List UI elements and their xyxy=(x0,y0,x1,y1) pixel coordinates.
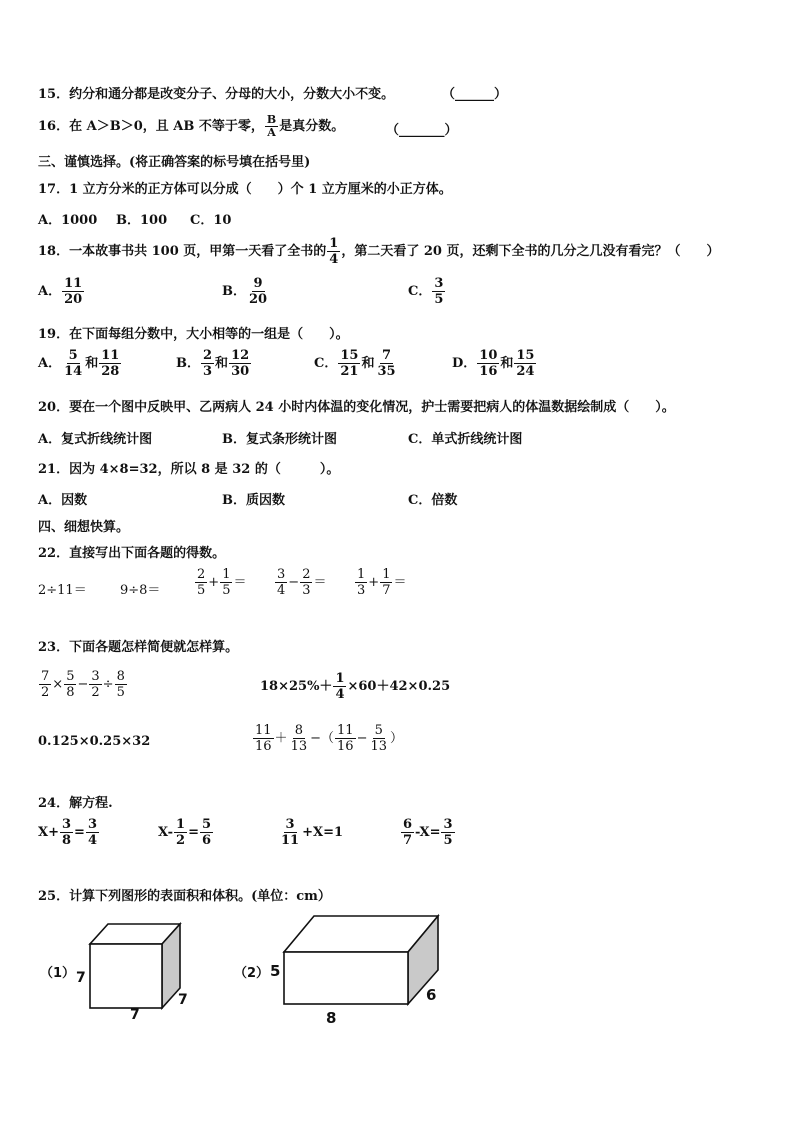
figure-2-width-label: 8 xyxy=(326,1009,337,1027)
figure-1-width-label: 7 xyxy=(130,1007,140,1023)
q19-option-c[interactable]: C． $\frac{15}{21}$ 和 $\frac{7}{35}$ xyxy=(314,348,396,379)
q17-option-a[interactable]: A．1000 xyxy=(38,213,98,228)
figure-1-height-label: 7 xyxy=(76,970,86,986)
q18: 18．一本故事书共 100 页，甲第一天看了全书的 $\frac{1}{4}$ ，第二天看了 20 页，还剩下全书的几分之几没有看完？（ ） xyxy=(38,236,720,267)
q22-expr-2: 9÷8＝ xyxy=(120,583,161,598)
q18-fraction: $\frac{1}{4}$ xyxy=(329,236,339,267)
q16-answer-blank[interactable]: （_______） xyxy=(386,123,458,138)
figure-2-cuboid xyxy=(270,908,450,1008)
figure-2-height-label: 5 xyxy=(270,962,281,980)
q23-expr-2: 18×25%＋ $\frac{1}{4}$ ×60＋42×0.25 xyxy=(260,671,451,702)
q24: 24．解方程. xyxy=(38,796,113,811)
q17: 17．1 立方分米的正方体可以分成（ ）个 1 立方厘米的小正方体。 xyxy=(38,182,452,197)
q21-option-c[interactable]: C．倍数 xyxy=(408,493,458,508)
q25: 25．计算下列图形的表面积和体积。(单位：cm） xyxy=(38,889,331,904)
q20-option-a[interactable]: A．复式折线统计图 xyxy=(38,432,153,447)
q23-expr-3: 0.125×0.25×32 xyxy=(38,734,151,749)
q18-option-a[interactable]: A． $\frac{11}{20}$ xyxy=(38,276,83,307)
q15-answer-blank[interactable]: （______） xyxy=(442,87,508,102)
q22-expr-1: 2÷11＝ xyxy=(38,583,87,598)
q19: 19．在下面每组分数中，大小相等的一组是（ ）。 xyxy=(38,327,349,342)
figure-2-depth-label: 6 xyxy=(426,986,437,1004)
q18-option-b[interactable]: B． $\frac{9}{20}$ xyxy=(222,276,268,307)
q23-expr-1: $\frac{7}{2}$ × $\frac{5}{8}$ − $\frac{3}{2}$ ÷ $\frac{8}{5}$ xyxy=(41,669,125,700)
q21-option-a[interactable]: A．因数 xyxy=(38,493,88,508)
q16: 16．在 A＞B＞0，且 AB 不等于零， $\frac{B}{A}$ 是真分数。 xyxy=(38,113,345,139)
section-4-heading: 四、细想快算。 xyxy=(38,520,130,535)
q15: 15．约分和通分都是改变分子、分母的大小，分数大小不变。 xyxy=(38,87,395,102)
q17-option-b[interactable]: B．100 xyxy=(116,213,168,228)
q19-option-d[interactable]: D． $\frac{10}{16}$ 和 $\frac{15}{24}$ xyxy=(452,348,535,379)
cuboid-2-front-face xyxy=(284,952,408,1004)
q22-expr-4: $\frac{3}{4}$ − $\frac{2}{3}$ ＝ xyxy=(277,567,327,598)
q19-option-a[interactable]: A． $\frac{5}{14}$ 和 $\frac{11}{28}$ xyxy=(38,348,120,379)
q22-expr-3: $\frac{2}{5}$ + $\frac{1}{5}$ ＝ xyxy=(197,567,247,598)
section-3-heading: 三、谨慎选择。(将正确答案的标号填在括号里) xyxy=(38,155,311,170)
q18-option-c[interactable]: C． $\frac{3}{5}$ xyxy=(408,276,444,307)
q23: 23．下面各题怎样简便就怎样算。 xyxy=(38,640,239,655)
q22-expr-5: $\frac{1}{3}$ + $\frac{1}{7}$ ＝ xyxy=(357,567,407,598)
q24-eq-3: $\frac{3}{11}$ +X=1 xyxy=(281,817,344,848)
q21: 21．因为 4×8=32，所以 8 是 32 的（ ）。 xyxy=(38,462,340,477)
q20-option-b[interactable]: B．复式条形统计图 xyxy=(222,432,337,447)
q19-option-b[interactable]: B． $\frac{2}{3}$ 和 $\frac{12}{30}$ xyxy=(176,348,250,379)
q16-fraction: $\frac{B}{A}$ xyxy=(266,113,277,139)
q24-eq-4: $\frac{6}{7}$ -X= $\frac{3}{5}$ xyxy=(403,817,453,848)
q20-option-c[interactable]: C．单式折线统计图 xyxy=(408,432,523,447)
q24-eq-1: X+ $\frac{3}{8}$ = $\frac{3}{4}$ xyxy=(38,817,97,848)
q20: 20．要在一个图中反映甲、乙两病人 24 小时内体温的变化情况，护士需要把病人的体温数据绘制成（ ）。 xyxy=(38,400,675,415)
q22: 22．直接写出下面各题的得数。 xyxy=(38,546,226,561)
figure-1-label: （1） xyxy=(40,966,76,981)
figure-2-label: （2） xyxy=(234,966,270,981)
figure-1-depth-label: 7 xyxy=(178,992,188,1008)
q21-option-b[interactable]: B．质因数 xyxy=(222,493,285,508)
q17-option-c[interactable]: C．10 xyxy=(190,213,232,228)
q23-expr-4: $\frac{11}{16}$ ＋ $\frac{8}{13}$ −（ $\frac{11}{16}$ − $\frac{5}{13}$ ） xyxy=(255,723,404,754)
q24-eq-2: X- $\frac{1}{2}$ = $\frac{5}{6}$ xyxy=(158,817,212,848)
cube-1-front-face xyxy=(90,944,162,1008)
